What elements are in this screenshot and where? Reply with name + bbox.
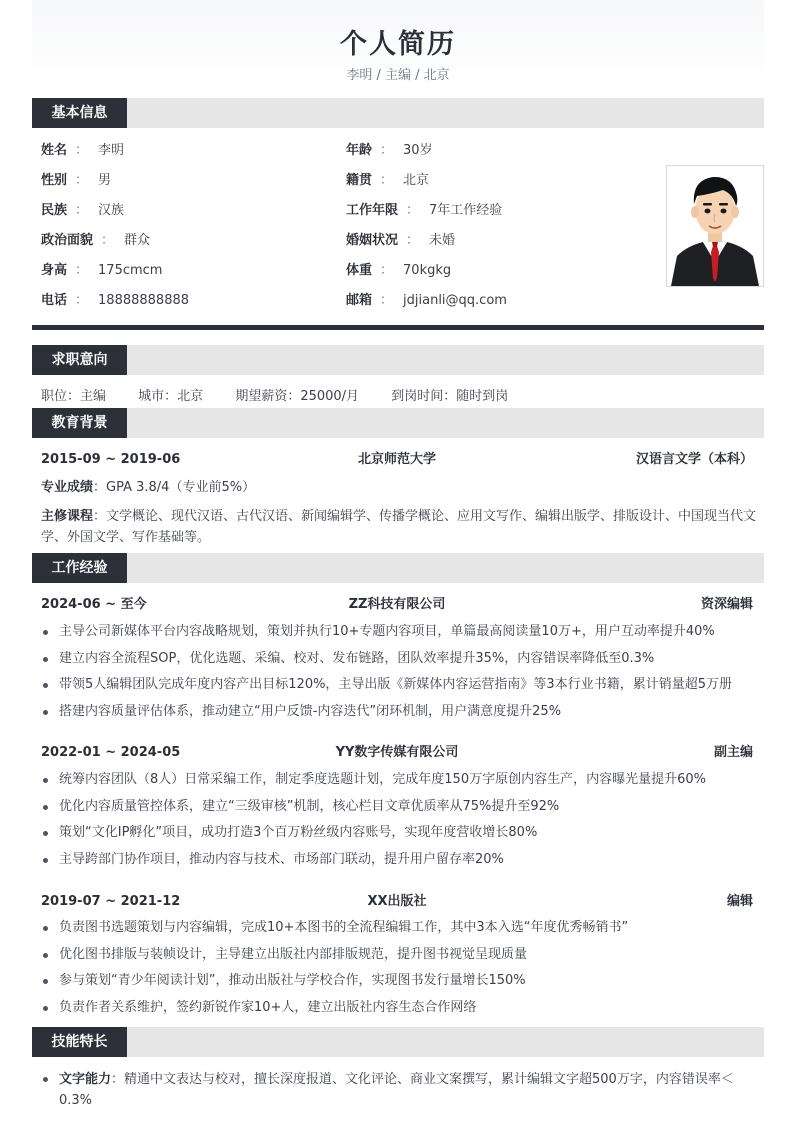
list-item: 带领5人编辑团队完成年度内容产出目标120%，主导出版《新媒体内容运营指南》等3本行业书籍，累计销量超5万册 [41, 675, 757, 702]
info-key: 性别 [41, 173, 68, 188]
courses-label: 主修课程 [41, 509, 94, 524]
skill-value: ：精通中文表达与校对，擅长深度报道、文化评论、商业文案撰写，累计编辑文字超500万字，内容错误率＜0.3% [59, 1072, 734, 1108]
info-value: 群众 [124, 233, 151, 248]
info-hometown: 籍贯 ： 北京 [346, 173, 430, 188]
job-duties [41, 622, 757, 728]
job-company: XX出版社 [367, 894, 427, 909]
info-experience-years: 工作年限 ： 7年工作经验 [346, 203, 503, 218]
list-item: 负责图书选题策划与内容编辑，完成10+本图书的全流程编辑工作，其中3本入选“年度优秀畅销书” [41, 918, 757, 945]
intent-row [41, 387, 536, 407]
avatar-illustration [667, 166, 763, 286]
info-value: 北京 [403, 173, 430, 188]
section-bar-skills [32, 1027, 764, 1057]
job-period: 2019-07 ~ 2021-12 [41, 894, 181, 909]
education-row [41, 450, 753, 470]
courses-value: ：文学概论、现代汉语、古代汉语、新闻编辑学、传播学概论、应用文写作、编辑出版学、排版设计、中国现当代文学、外国文学、写作基础等。 [41, 509, 757, 545]
list-item: 优化图书排版与装帧设计，主导建立出版社内部排版规范，提升图书视觉呈现质量 [41, 945, 757, 972]
info-value: 男 [98, 173, 112, 188]
profile-photo [666, 165, 764, 287]
education-major: 汉语言文学（本科） [635, 452, 753, 467]
skill-label: 文字能力 [59, 1072, 112, 1087]
page-title: 个人简历 [340, 29, 456, 60]
info-key: 年龄 [346, 143, 373, 158]
info-value: 李明 [98, 143, 125, 158]
info-key: 政治面貌 [41, 233, 94, 248]
section-bar-work [32, 553, 764, 583]
grade-label: 专业成绩 [41, 480, 94, 495]
list-item: 主导跨部门协作项目，推动内容与技术、市场部门联动，提升用户留存率20% [41, 850, 757, 877]
info-value: 175cmcm [98, 263, 163, 278]
section-title-skills: 技能特长 [32, 1027, 127, 1057]
info-key: 婚姻状况 [346, 233, 399, 248]
section-bar-intent [32, 345, 764, 375]
info-value: 7年工作经验 [429, 203, 503, 218]
section-bar-basic [32, 98, 764, 128]
info-key: 籍贯 [346, 173, 373, 188]
info-key: 民族 [41, 203, 68, 218]
job-period: 2022-01 ~ 2024-05 [41, 745, 181, 760]
job-duties [41, 770, 757, 876]
info-value: 汉族 [98, 203, 125, 218]
list-item: 策划“文化IP孵化”项目，成功打造3个百万粉丝级内容账号，实现年度营收增长80% [41, 823, 757, 850]
info-age: 年龄 ： 30岁 [346, 143, 433, 158]
section-title-intent: 求职意向 [32, 345, 127, 375]
page-subtitle: 李明 / 主编 / 北京 [346, 68, 450, 83]
info-key: 姓名 [41, 143, 68, 158]
info-key: 电话 [41, 293, 68, 308]
list-item: 参与策划“青少年阅读计划”，推动出版社与学校合作，实现图书发行量增长150% [41, 971, 757, 998]
job-company: YY数字传媒有限公司 [335, 745, 459, 760]
info-weight: 体重 ： 70kgkg [346, 263, 452, 278]
info-ethnicity: 民族 ： 汉族 [41, 203, 125, 218]
intent-position: 职位：主编 [41, 389, 107, 404]
section-divider [32, 325, 764, 330]
list-item: 统筹内容团队（8人）日常采编工作，制定季度选题计划，完成年度150万字原创内容生产，内容曝光量提升60% [41, 770, 757, 797]
section-title-work: 工作经验 [32, 553, 127, 583]
job-company: ZZ科技有限公司 [348, 597, 446, 612]
info-name: 姓名 ： 李明 [41, 143, 125, 158]
skills-list [41, 1069, 757, 1111]
list-item [41, 1069, 757, 1111]
list-item: 负责作者关系维护，签约新锐作家10+人，建立出版社内容生态合作网络 [41, 998, 757, 1025]
info-value: 18888888888 [98, 293, 190, 308]
list-item: 主导公司新媒体平台内容战略规划，策划并执行10+专题内容项目，单篇最高阅读量10万+，用户互动率提升40% [41, 622, 757, 649]
job-header [41, 892, 753, 912]
education-courses [41, 506, 757, 548]
grade-value: ：GPA 3.8/4（专业前5%） [93, 480, 256, 495]
job-header [41, 595, 753, 615]
education-grade [41, 477, 757, 498]
section-bar-education [32, 408, 764, 438]
job-header [41, 743, 753, 763]
job-role: 资深编辑 [700, 597, 753, 612]
info-key: 邮箱 [346, 293, 373, 308]
intent-arrival: 到岗时间：随时到岗 [391, 389, 509, 404]
info-key: 身高 [41, 263, 68, 278]
list-item: 优化内容质量管控体系，建立“三级审核”机制，核心栏目文章优质率从75%提升至92% [41, 797, 757, 824]
education-period: 2015-09 ~ 2019-06 [41, 452, 181, 467]
education-school: 北京师范大学 [357, 452, 436, 467]
intent-city: 城市：北京 [138, 389, 204, 404]
section-title-education: 教育背景 [32, 408, 127, 438]
info-email: 邮箱 ： jdjianli@qq.com [346, 293, 507, 308]
intent-salary: 期望薪资：25000/月 [235, 389, 360, 404]
info-key: 工作年限 [346, 203, 399, 218]
job-period: 2024-06 ~ 至今 [41, 597, 147, 612]
job-duties [41, 918, 757, 1024]
section-title-basic: 基本信息 [32, 98, 127, 128]
job-role: 编辑 [726, 894, 753, 909]
info-key: 体重 [346, 263, 373, 278]
list-item: 搭建内容质量评估体系，推动建立“用户反馈-内容迭代”闭环机制，用户满意度提升25% [41, 702, 757, 729]
info-marital: 婚姻状况 ： 未婚 [346, 233, 456, 248]
info-political: 政治面貌 ： 群众 [41, 233, 151, 248]
info-phone: 电话 ： 18888888888 [41, 293, 190, 308]
info-value: 未婚 [429, 233, 456, 248]
list-item: 建立内容全流程SOP，优化选题、采编、校对、发布链路，团队效率提升35%，内容错误率降低至0.3% [41, 649, 757, 676]
info-value: 70kgkg [403, 263, 452, 278]
info-height: 身高 ： 175cmcm [41, 263, 163, 278]
info-value: jdjianli@qq.com [403, 293, 507, 308]
info-value: 30岁 [403, 143, 433, 158]
info-gender: 性别 ： 男 [41, 173, 112, 188]
resume-header [32, 0, 764, 88]
job-role: 副主编 [713, 745, 753, 760]
